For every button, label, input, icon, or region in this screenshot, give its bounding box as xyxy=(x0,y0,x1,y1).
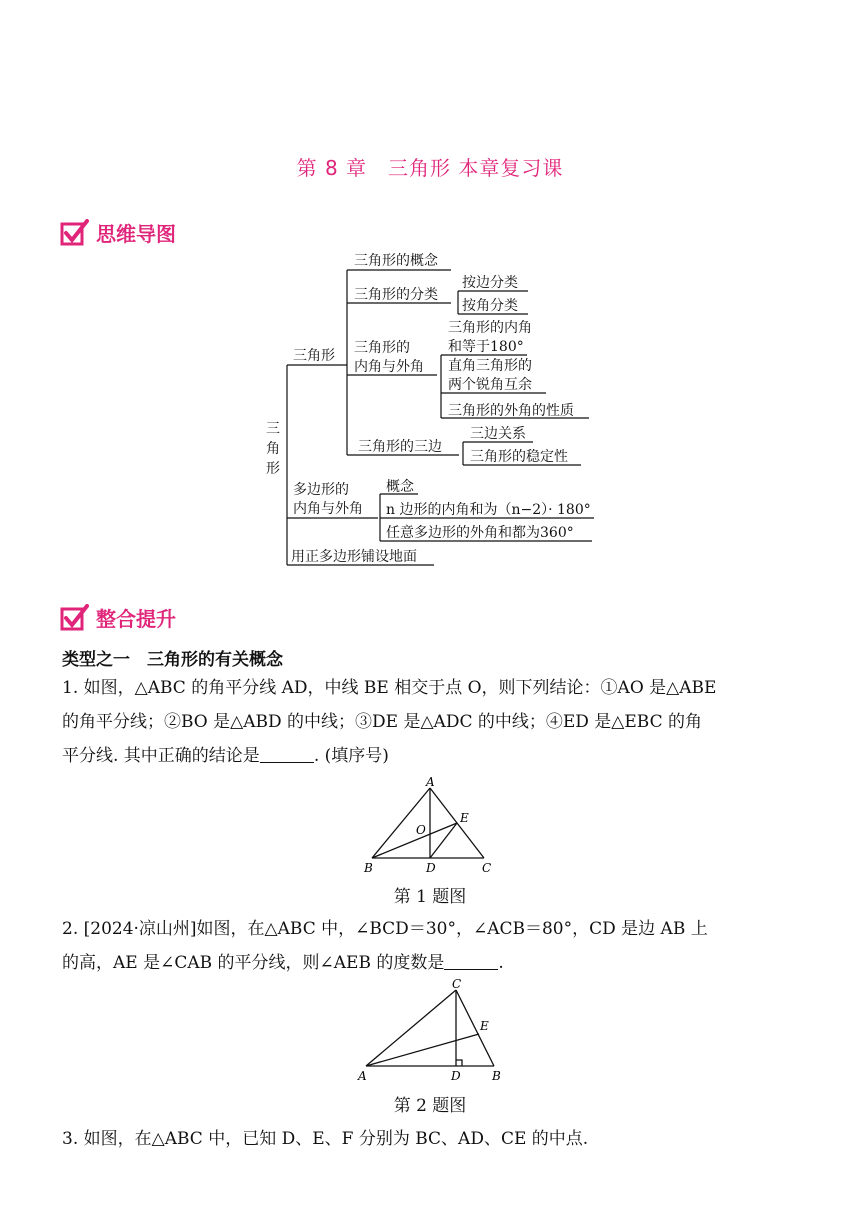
mm-side-relation: 三边关系 xyxy=(470,426,526,442)
mm-triangle-branch: 三角形 xyxy=(293,348,335,364)
mm-by-angle: 按角分类 xyxy=(462,298,518,314)
mm-angles-line1: 三角形的 xyxy=(354,340,410,356)
mm-tiling: 用正多边形铺设地面 xyxy=(291,549,417,565)
q1-answer-blank[interactable] xyxy=(260,746,314,763)
fig1-label-a: A xyxy=(426,775,435,789)
mm-angles-line2: 内角与外角 xyxy=(354,359,424,375)
mm-root-2: 角 xyxy=(266,441,280,457)
fig1-label-b: B xyxy=(364,861,373,875)
mm-concept: 三角形的概念 xyxy=(354,253,438,269)
section-mindmap-title: 思维导图 xyxy=(96,222,176,246)
fig2-label-a: A xyxy=(358,1069,367,1083)
mm-classification: 三角形的分类 xyxy=(354,287,438,303)
q2-line1: 2. [2024·凉山州]如图，在△ABC 中，∠BCD＝30°，∠ACB＝80°，CD 是边 AB 上 xyxy=(62,919,708,939)
fig2-label-d: D xyxy=(451,1069,461,1083)
mm-by-side: 按边分类 xyxy=(462,275,518,291)
fig2-label-e: E xyxy=(480,1019,489,1033)
mm-poly-concept: 概念 xyxy=(386,479,414,495)
figure-2-caption: 第 2 题图 xyxy=(393,1096,467,1116)
figure-1-caption: 第 1 题图 xyxy=(393,887,467,907)
figure-2 xyxy=(352,976,512,1084)
q1-line3 xyxy=(62,739,802,773)
mm-right-2: 两个锐角互余 xyxy=(448,377,532,393)
mm-poly-exterior: 任意多边形的外角和都为360° xyxy=(386,525,574,541)
mm-stability: 三角形的稳定性 xyxy=(470,449,568,465)
mm-interior-sum-2: 和等于180° xyxy=(448,339,524,355)
mm-three-sides: 三角形的三边 xyxy=(358,439,442,455)
section-integrate-title: 整合提升 xyxy=(96,607,176,631)
type-heading: 类型之一 三角形的有关概念 xyxy=(62,650,283,670)
q2-line2a: 的高，AE 是∠CAB 的平分线，则∠AEB 的度数是 xyxy=(62,953,445,973)
fig2-label-c: C xyxy=(452,977,462,991)
mm-exterior-prop: 三角形的外角的性质 xyxy=(448,403,574,419)
fig1-label-c: C xyxy=(482,861,492,875)
figure-1 xyxy=(360,774,500,876)
q3-line1: 3. 如图，在△ABC 中，已知 D、E、F 分别为 BC、AD、CE 的中点. xyxy=(62,1129,589,1149)
q1-line3a: 平分线. 其中正确的结论是 xyxy=(62,746,260,766)
checkbox-icon xyxy=(60,604,90,632)
q2-answer-blank[interactable] xyxy=(444,953,498,970)
mm-interior-sum-1: 三角形的内角 xyxy=(448,320,532,336)
page-title: 第 8 章 三角形 本章复习课 xyxy=(296,156,564,180)
q2-line2b: . xyxy=(498,953,504,973)
q1-line1: 1. 如图，△ABC 的角平分线 AD，中线 BE 相交于点 O，则下列结论：①AO 是△ABE xyxy=(62,678,717,698)
mm-right-1: 直角三角形的 xyxy=(448,358,532,374)
question-3 xyxy=(62,1122,802,1156)
mm-polygon-1: 多边形的 xyxy=(293,482,349,498)
question-2 xyxy=(62,912,802,980)
q2-line2 xyxy=(62,946,802,980)
section-integrate-header xyxy=(60,603,176,632)
mind-map xyxy=(0,0,860,600)
fig2-label-b: B xyxy=(492,1069,501,1083)
fig1-label-d: D xyxy=(426,861,436,875)
fig1-label-e: E xyxy=(460,811,469,825)
mm-poly-interior: n 边形的内角和为（n−2）· 180° xyxy=(386,502,591,518)
mm-polygon-2: 内角与外角 xyxy=(293,501,363,517)
q1-line3b: . (填序号) xyxy=(313,746,389,766)
mm-root-3: 形 xyxy=(266,461,280,477)
mm-root-1: 三 xyxy=(266,421,280,437)
question-1 xyxy=(62,671,802,773)
q1-line2: 的角平分线；②BO 是△ABD 的中线；③DE 是△ADC 的中线；④ED 是△EBC 的角 xyxy=(62,712,703,732)
fig1-label-o: O xyxy=(416,823,426,837)
